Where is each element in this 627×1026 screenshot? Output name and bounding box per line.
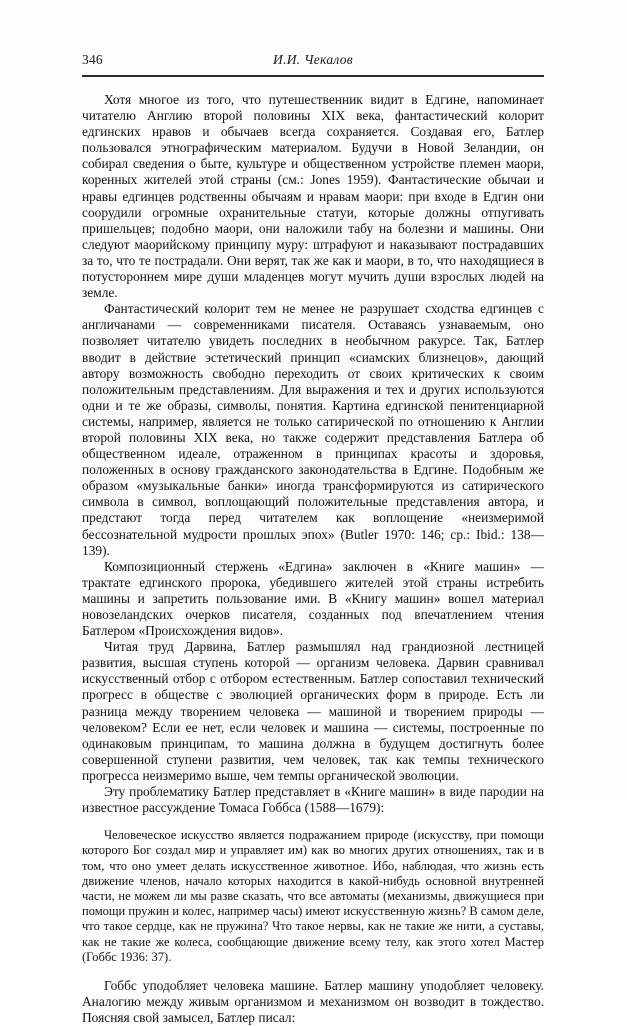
paragraph: Читая труд Дарвина, Батлер размышлял над грандиозной лестницей развития, высшая ступень которой — организм человека. Дарвин сравнивал искусственный отбор с отбором естественным. Батлер сопоставил технический прогресс в обществе с эволюцией органических форм в природе. Есть ли разница между творением человека — машиной и творением природы — человеком? Если ее нет, если человек и машина — системы, построенные по одинаковым принципам, то машина должна в будущем достигнуть более совершенной ступени развития, чем человек, так как темпы технического прогресса неизмеримо выше, чем темпы органической эволюции. (82, 639, 544, 783)
paragraph: Гоббс уподобляет человека машине. Батлер машину уподобляет человеку. Аналогию между живым организмом и механизмом он возводит в тождество. Поясняя свой замысел, Батлер писал: (82, 978, 544, 1026)
body-column (82, 92, 544, 1026)
paragraph: Хотя многое из того, что путешественник видит в Едгине, напоминает читателю Англию второй половины XIX века, фантастический колорит едгинских нравов и обычаев всегда сохраняется. Создавая его, Батлер пользовался этнографическим материалом. Будучи в Новой Зеландии, он собирал сведения о быте, культуре и общественном устройстве племен маори, коренных жителей этой страны (см.: Jones 1959). Фантастические обычаи и нравы едгинцев родственны обычаям и нравам маори: при входе в Едгин они соорудили огромные охранительные статуи, которые должны отпугивать пришельцев; подобно маори, они наложили табу на болезни и машины. Они следуют маорийскому принципу муру: штрафуют и наказывают пострадавших за то, что те пострадали. Они верят, так же как и маори, в то, что находящиеся в потустороннем мире души младенцев могут мучить души взрослых людей на земле. (82, 92, 544, 301)
quote-spacer-top (82, 816, 544, 828)
block-quotation: Человеческое искусство является подражанием природе (искусству, при помощи которого Бог создал мир и управляет им) как во многих других отношениях, так и в том, что оно умеет делать искусственное животное. Ибо, наблюдая, что жизнь есть движение членов, начало которых находится в какой-нибудь основной внутренней части, не можем ли мы разве сказать, что все автоматы (механизмы, движущиеся при помощи пружин и колес, например часы) имеют искусственную жизнь? В самом деле, что такое сердце, как не пружина? Что такое нервы, как не такие же нити, а суставы, как не такие же колеса, сообщающие движение всему телу, как этого хотел Мастер (Гоббс 1936: 37). (82, 828, 544, 964)
quote-spacer-bottom (82, 965, 544, 978)
paragraph: Композиционный стержень «Едгина» заключен в «Книге машин» — трактате едгинского пророка, убедившего жителей этой страны истребить машины и запретить пользование ими. В «Книгу машин» вошел материал новозеландских очерков писателя, созданных под впечатлением чтения Батлером «Происхождения видов». (82, 558, 544, 639)
page-number: 346 (82, 52, 103, 67)
paragraph: Фантастический колорит тем не менее не разрушает сходства едгинцев с англичанами — современниками писателя. Оставаясь узнаваемым, оно позволяет читателю увидеть последних в необычном ракурсе. Так, Батлер вводит в действие эстетический принцип «сиамских близнецов», дающий автору возможность свободно переходить от своих критических к своим положительным представлениям. Для выражения и тех и других используются одни и те же образы, символы, понятия. Картина едгинской пенитенциарной системы, например, является не только сатирической по отношению к Англии второй половины XIX века, но также содержит представления Батлера об общественном идеале, отраженном в принципах красоты и здоровья, положенных в основу гражданского законодательства в Едгине. Подобным же образом «музыкальные банки» иногда трансформируются из сатирического символа в символ, воплощающий положительные представления автора, и предстают тогда перед читателем как воплощение «неизмеримой бессознательной мудрости прошлых эпох» (Butler 1970: 146; ср.: Ibid.: 138—139). (82, 301, 544, 558)
running-head-title: И.И. Чекалов (273, 52, 353, 67)
page-text-block (82, 52, 544, 1026)
header-divider-rule (82, 75, 544, 77)
running-head (82, 52, 544, 72)
paragraph: Эту проблематику Батлер представляет в «Книге машин» в виде пародии на известное рассуждение Томаса Гоббса (1588—1679): (82, 784, 544, 816)
